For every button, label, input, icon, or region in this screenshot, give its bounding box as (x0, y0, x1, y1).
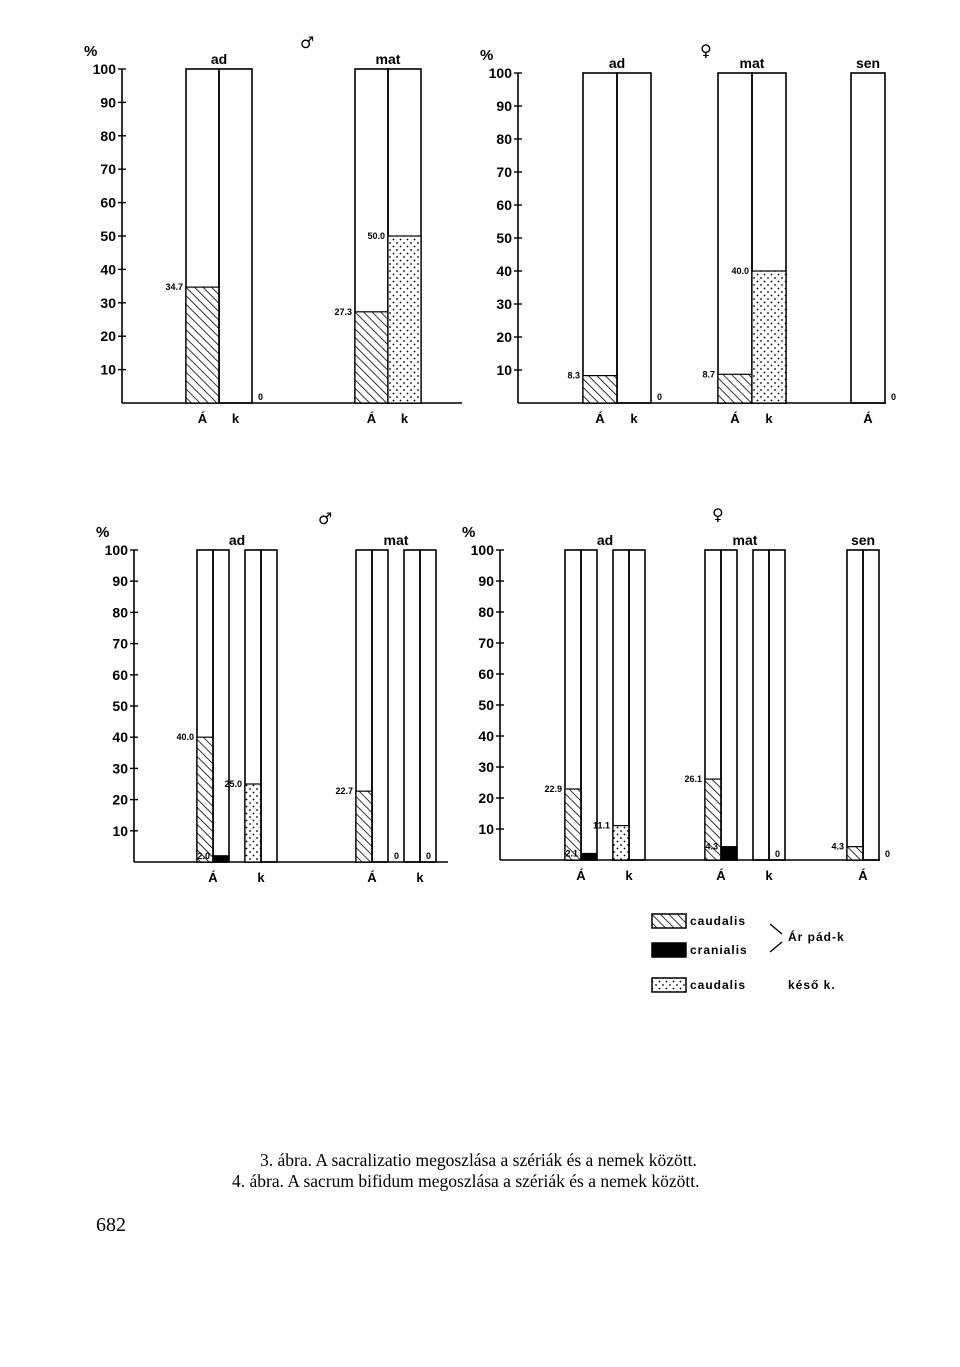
group-label: sen (855, 55, 881, 71)
sex-symbol: ♀ (712, 505, 724, 524)
y-tick-label: 10 (100, 361, 116, 378)
legend-label: caudalis (690, 914, 747, 928)
category-label: k (765, 868, 773, 883)
value-label: 40.0 (731, 266, 749, 276)
y-tick-label: 40 (100, 261, 116, 278)
y-tick-label: 60 (112, 666, 128, 683)
bar-outline (583, 73, 617, 403)
value-label: 4.3 (705, 841, 718, 852)
group-label: mat (732, 532, 758, 548)
bar-fill (613, 826, 629, 860)
y-tick-label: 30 (478, 759, 494, 775)
value-label: 0 (394, 851, 400, 861)
y-tick-label: 30 (496, 296, 512, 312)
y-tick-label: 30 (112, 760, 128, 777)
bar-outline (617, 73, 651, 403)
bar-outline (847, 550, 863, 860)
y-tick-label: 100 (92, 61, 116, 77)
value-label: 50.0 (367, 231, 385, 241)
bar-fill (388, 236, 421, 403)
value-label: 2.0 (197, 850, 210, 861)
figure-caption-3: 3. ábra. A sacralizatio megoszlása a szériák és a nemek között. (260, 1150, 697, 1170)
bar-fill (752, 271, 786, 403)
bar-outline (851, 73, 885, 403)
bar-outline (213, 550, 229, 862)
bar-fill (355, 312, 388, 403)
bar-fill (583, 376, 617, 403)
legend-group-label: Ár pád-k (788, 930, 845, 944)
category-label: Á (366, 411, 377, 426)
sex-symbol: ♂ (300, 33, 315, 52)
y-tick-label: 100 (488, 65, 512, 81)
figure-caption-4: 4. ábra. A sacrum bifidum megoszlása a szériák és a nemek között. (232, 1171, 700, 1191)
category-label: k (625, 868, 633, 883)
group-label: mat (375, 51, 401, 67)
bar-outline (219, 69, 252, 403)
y-tick-label: 90 (478, 573, 494, 589)
value-label: 0 (891, 392, 897, 402)
y-tick-label: 20 (478, 790, 494, 806)
category-label: Á (197, 411, 208, 426)
y-tick-label: 20 (112, 791, 128, 808)
y-tick-label: 90 (496, 98, 512, 114)
group-label: ad (210, 51, 228, 67)
value-label: 2.1 (565, 848, 578, 859)
bar-fill (186, 287, 219, 403)
y-tick-label: 80 (496, 131, 512, 147)
category-label: Á (208, 870, 218, 885)
group-label: mat (739, 55, 765, 71)
y-tick-label: 40 (478, 728, 494, 744)
group-label: mat (383, 532, 409, 548)
y-tick-label: 50 (496, 230, 512, 246)
y-axis-label: % (96, 524, 110, 541)
bar-fill-extra (213, 856, 229, 862)
bar-fill (718, 374, 752, 403)
legend-label: caudalis (690, 978, 747, 992)
y-tick-label: 40 (496, 263, 512, 279)
group-label: ad (228, 532, 246, 548)
y-tick-label: 70 (478, 635, 494, 651)
legend-group-label: késő k. (788, 978, 836, 992)
group-label: ad (608, 55, 626, 71)
y-tick-label: 80 (478, 604, 494, 620)
bar-fill-extra (581, 853, 597, 860)
legend (652, 914, 845, 992)
y-tick-label: 100 (470, 542, 494, 558)
y-tick-label: 10 (478, 821, 494, 837)
value-label: 8.3 (567, 370, 580, 381)
value-label: 0 (775, 849, 781, 859)
y-tick-label: 20 (100, 328, 116, 345)
y-tick-label: 90 (112, 573, 128, 590)
y-tick-label: 80 (112, 604, 128, 621)
value-label: 22.9 (544, 784, 562, 795)
legend-swatch-black (652, 943, 686, 957)
category-label: Á (595, 411, 605, 426)
bar-outline (769, 550, 785, 860)
bar-fill (847, 847, 863, 860)
category-label: Á (367, 870, 377, 885)
sex-symbol: ♀ (700, 41, 712, 60)
bar-outline (372, 550, 388, 862)
y-tick-label: 40 (112, 729, 128, 746)
y-tick-label: 30 (100, 294, 116, 311)
category-label: k (416, 870, 424, 885)
y-tick-label: 80 (100, 127, 116, 144)
value-label: 22.7 (335, 786, 353, 797)
category-label: Á (576, 868, 586, 883)
value-label: 25.0 (224, 779, 242, 789)
category-label: k (765, 411, 773, 426)
value-label: 4.3 (831, 841, 844, 852)
y-tick-label: 60 (478, 666, 494, 682)
bar-outline (718, 73, 752, 403)
bar-fill (356, 791, 372, 862)
y-axis-label: % (480, 47, 494, 64)
bar-outline (261, 550, 277, 862)
legend-label: cranialis (690, 943, 748, 957)
y-tick-label: 70 (100, 161, 116, 178)
y-tick-label: 60 (496, 197, 512, 213)
y-tick-label: 50 (478, 697, 494, 713)
y-tick-label: 60 (100, 194, 116, 211)
value-label: 8.7 (702, 369, 715, 380)
y-tick-label: 70 (112, 635, 128, 652)
bar-outline (404, 550, 420, 862)
category-label: k (257, 870, 265, 885)
category-label: Á (863, 411, 873, 426)
y-axis-label: % (462, 524, 476, 541)
category-label: Á (730, 411, 740, 426)
category-label: k (400, 411, 409, 426)
value-label: 0 (885, 849, 891, 859)
value-label: 27.3 (334, 306, 352, 317)
category-label: k (231, 411, 240, 426)
sex-symbol: ♂ (318, 509, 333, 528)
bar-outline (613, 550, 629, 860)
y-tick-label: 10 (496, 362, 512, 378)
y-tick-label: 90 (100, 94, 116, 111)
value-label: 11.1 (592, 820, 610, 831)
y-tick-label: 50 (112, 698, 128, 714)
y-tick-label: 70 (496, 164, 512, 180)
bar-outline (753, 550, 769, 860)
bar-outline (629, 550, 645, 860)
value-label: 0 (426, 851, 432, 861)
legend-brace (770, 924, 782, 952)
category-label: Á (716, 868, 726, 883)
bar-outline (721, 550, 737, 860)
y-tick-label: 100 (104, 542, 128, 558)
category-label: k (630, 411, 638, 426)
bar-outline (863, 550, 879, 860)
group-label: ad (596, 532, 614, 548)
value-label: 26.1 (684, 774, 702, 785)
charts-layer (84, 33, 896, 885)
bar-fill (245, 784, 261, 862)
value-label: 34.7 (165, 282, 183, 293)
legend-swatch-hatch (652, 914, 686, 928)
value-label: 0 (258, 392, 264, 402)
bar-outline (581, 550, 597, 860)
group-label: sen (850, 532, 876, 548)
y-axis-label: % (84, 43, 98, 60)
bar-fill-extra (721, 847, 737, 860)
category-label: Á (858, 868, 868, 883)
y-tick-label: 10 (112, 822, 128, 839)
bar-outline (420, 550, 436, 862)
y-tick-label: 50 (100, 228, 116, 244)
legend-swatch-dots (652, 978, 686, 992)
bar-fill (197, 737, 213, 862)
value-label: 40.0 (176, 732, 194, 743)
y-tick-label: 20 (496, 329, 512, 345)
value-label: 0 (657, 392, 663, 402)
page-number: 682 (96, 1214, 126, 1236)
